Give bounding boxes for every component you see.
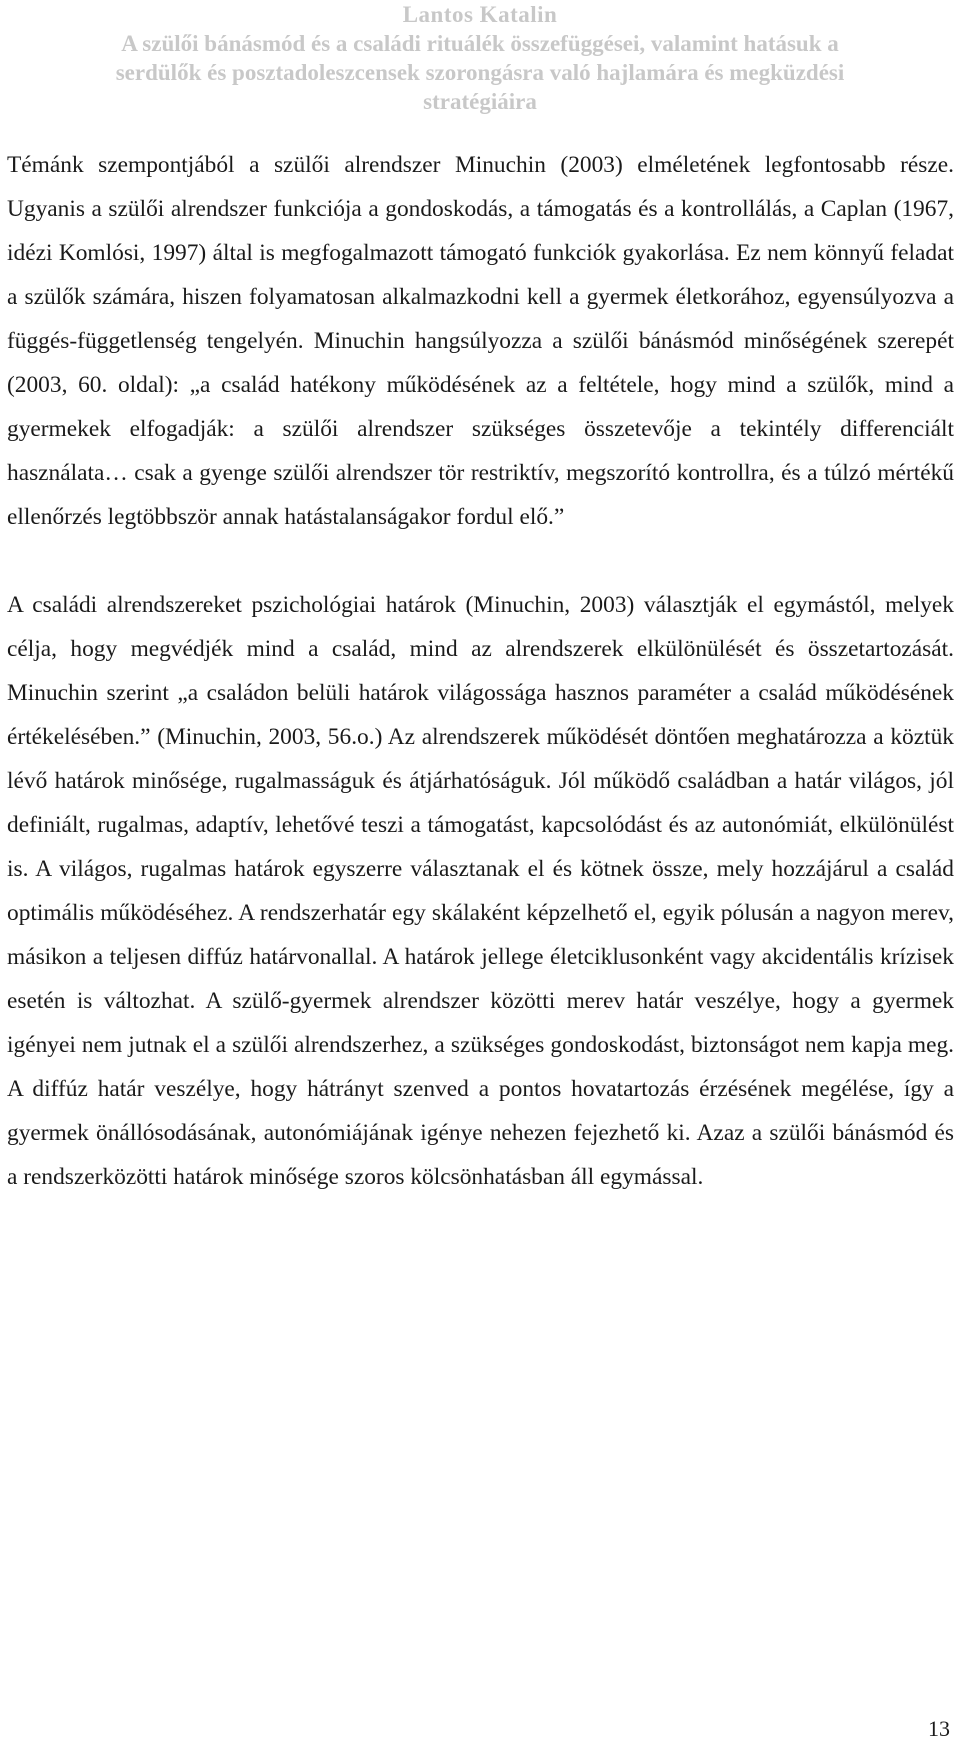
header-title-line-2: serdülők és posztadoleszcensek szorongásra való hajlamára és megküzdési	[115, 60, 845, 85]
header-title-line-3: stratégiáira	[423, 89, 537, 114]
paragraph-family-boundaries: A családi alrendszereket pszichológiai határok (Minuchin, 2003) választják el egymástól, melyek célja, hogy megvédjék mind a család, mind az alrendszerek elkülönülését és összetartozását. Minuchin szerint „a családon belüli határok világossága hasznos paraméter a család működésének értékelésében.” (Minuchin, 2003, 56.o.) Az alrendszerek működését döntően meghatározza a köztük lévő határok minősége, rugalmasságuk és átjárhatóságuk. Jól működő családban a határ világos, jól definiált, rugalmas, adaptív, lehetővé teszi a támogatást, kapcsolódást és az autonómiát, elkülönülést is. A világos, rugalmas határok egyszerre választanak el és kötnek össze, mely hozzájárul a család optimális működéséhez. A rendszerhatár egy skálaként képzelhető el, egyik pólusán a nagyon merev, másikon a teljesen diffúz határvonallal. A határok jellege életciklusonként vagy akcidentális krízisek esetén is változhat. A szülő-gyermek alrendszer közötti merev határ veszélye, hogy a gyermek igényei nem jutnak el a szülői alrendszerhez, a szükséges gondoskodást, biztonságot nem kapja meg. A diffúz határ veszélye, hogy hátrányt szenved a pontos hovatartozás érzésének megélése, így a gyermek önállósodásának, autonómiájának igénye nehezen fejezhető ki. Azaz a szülői bánásmód és a rendszerközötti határok minősége szoros kölcsönhatásban áll egymással.	[7, 592, 954, 1190]
running-header	[0, 0, 960, 116]
document-body	[7, 143, 954, 1199]
paragraph-parental-subsystem: Témánk szempontjából a szülői alrendszer Minuchin (2003) elméletének legfontosabb része. Ugyanis a szülői alrendszer funkciója a gondoskodás, a támogatás és a kontrollálás, a Caplan (1967, idézi Komlósi, 1997) által is megfogalmazott támogató funkciók gyakorlása. Ez nem könnyű feladat a szülők számára, hiszen folyamatosan alkalmazkodni kell a gyermek életkorához, egyensúlyozva a függés-függetlenség tengelyén. Minuchin hangsúlyozza a szülői bánásmód minőségének szerepét (2003, 60. oldal): „a család hatékony működésének az a feltétele, hogy mind a szülők, mind a gyermekek elfogadják: a szülői alrendszer szükséges összetevője a tekintély differenciált használata… csak a gyenge szülői alrendszer tör restriktív, megszorító kontrollra, és a túlzó mértékű ellenőrzés legtöbbször annak hatástalanságakor fordul elő.”	[7, 152, 954, 530]
page-number: 13	[928, 1716, 950, 1741]
header-author: Lantos Katalin	[402, 2, 558, 27]
header-title-line-1: A szülői bánásmód és a családi rituálék összefüggései, valamint hatásuk a	[121, 31, 839, 56]
